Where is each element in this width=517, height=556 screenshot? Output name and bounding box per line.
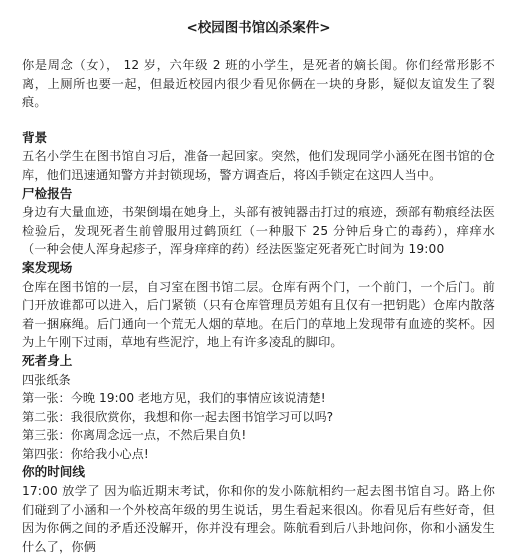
note-line: 第二张：我很欣赏你，我想和你一起去图书馆学习可以吗? <box>22 409 334 424</box>
note-line: 第四张：你给我小心点! <box>22 446 149 461</box>
timeline-paragraph: 17:00 放学了 因为临近期末考试，你和你的发小陈航相约一起去图书馆自习。路上你们碰到了小涵和一个外校高年级的男生说话，男生看起来很凶。你看见后有些好奇，但因为你俩之间的矛盾还没解开，你并没有理会。陈航看到后八卦地问你，你和小涵发生什么了，你俩 <box>22 484 495 554</box>
scene-heading: 案发现场 <box>22 259 73 275</box>
background-paragraph: 五名小学生在图书馆自习后，准备一起回家。突然，他们发现同学小涵死在图书馆的仓库，他们迅速通知警方并封锁现场，警方调查后，将凶手锁定在这四人当中。 <box>22 149 495 182</box>
body-items-heading: 死者身上 <box>22 352 73 368</box>
note-line: 第三张：你离周念远一点，不然后果自负! <box>22 428 247 443</box>
note-line: 第一张：今晚 19:00 老地方见，我们的事情应该说清楚! <box>22 391 326 406</box>
intro-paragraph: 你是周念（女）， 12 岁，六年级 2 班的小学生，是死者的嫡长闺。你们经常形影不离，上厕所也要一起，但最近校园内很少看见你俩在一块的身影，疑似友谊发生了裂痕。 <box>22 58 495 110</box>
spacer <box>22 112 495 129</box>
spacer <box>22 39 495 56</box>
body-items-subtitle: 四张纸条 <box>22 372 71 387</box>
timeline-heading: 你的时间线 <box>22 464 85 480</box>
document-title: <校园图书馆凶杀案件> <box>186 20 331 36</box>
autopsy-paragraph: 身边有大量血迹，书架倒塌在她身上，头部有被钝器击打过的痕迹，颈部有勒痕经法医检验后，发现死者生前曾服用过鹤顶红（一种服下 25 分钟后身亡的毒药），痒痒水（一种会使人浑身起疹子，浑身痒痒的药）经法医鉴定死者死亡时间为 19:00 <box>22 205 495 257</box>
autopsy-heading: 尸检报告 <box>22 185 73 201</box>
background-heading: 背景 <box>22 129 48 145</box>
scene-paragraph: 仓库在图书馆的一层，自习室在图书馆二层。仓库有两个门，一个前门，一个后门。前门开放谁都可以进入，后门紧锁（只有仓库管理员芳姐有且仅有一把钥匙）仓库内散落着一捆麻绳。后门通向一个荒无人烟的草地。在后门的草地上发现带有血迹的奖杯。因为上午刚下过雨，草地有些泥泞，地上有许多凌乱的脚印。 <box>22 279 495 350</box>
